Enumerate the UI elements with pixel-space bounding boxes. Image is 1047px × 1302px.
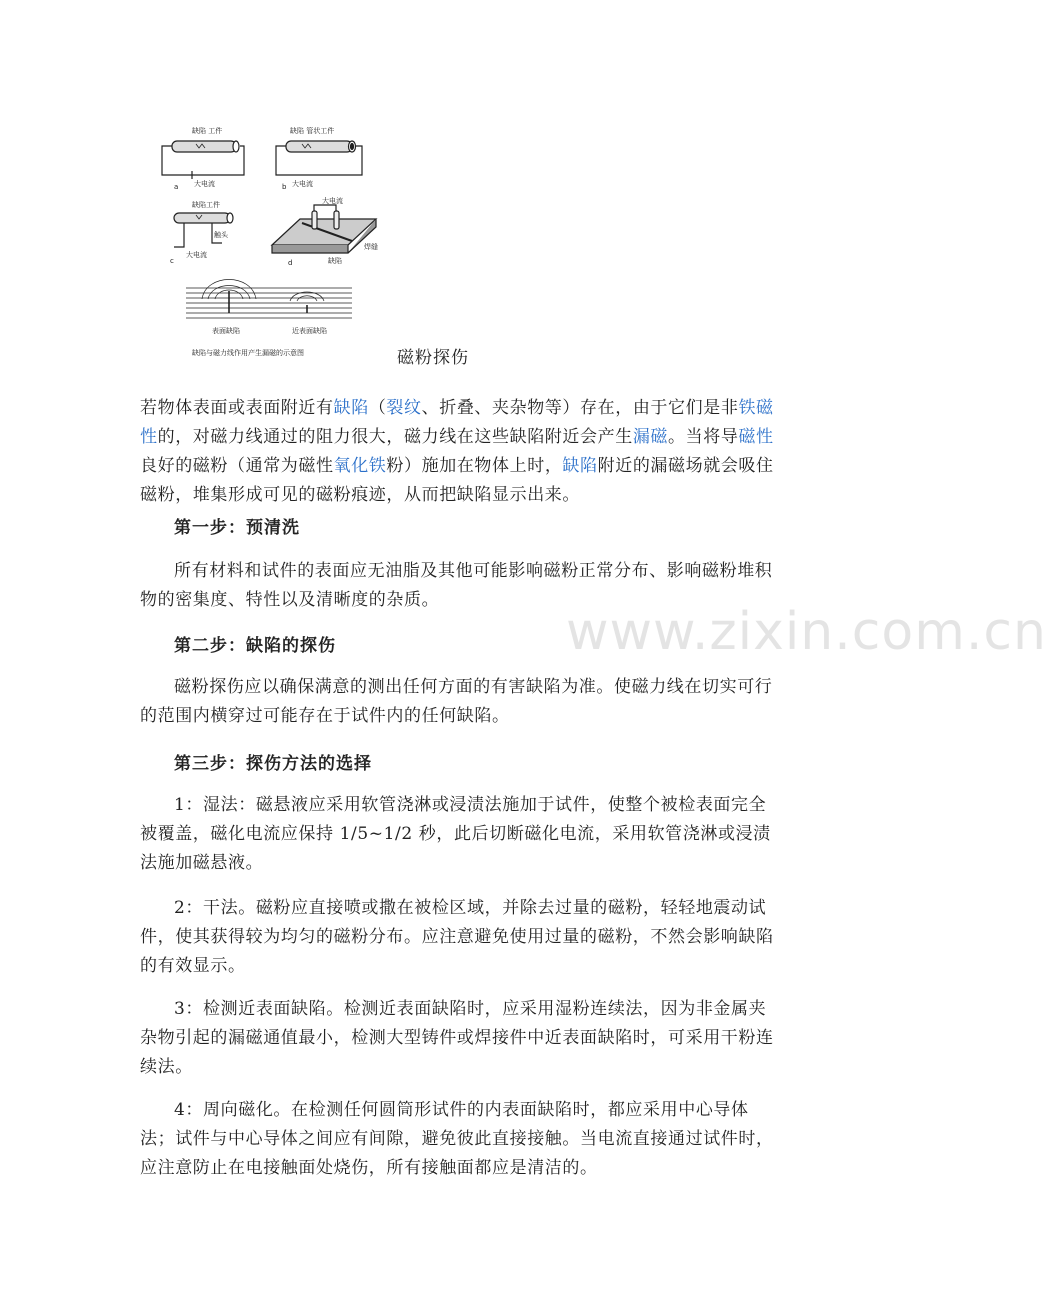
- intro-text-8: 附近的漏磁场就会吸住磁粉，堆集形成可见的磁粉痕迹，从而把缺陷显示出来。: [140, 456, 774, 505]
- step3-item-3: 3：检测近表面缺陷。检测近表面缺陷时，应采用湿粉连续法，因为非金属夹杂物引起的漏磁通值最小，检测大型铸件或焊接件中近表面缺陷时，可采用干粉连续法。: [140, 999, 774, 1077]
- intro-text-5: 。当将导: [668, 427, 739, 447]
- label-b-defect-workpiece: 缺陷 管状工件: [290, 127, 335, 135]
- diagram-c: [170, 200, 233, 265]
- intro-text-1: 若物体表面或表面附近有: [140, 398, 334, 418]
- step3-item-2: 2：干法。磁粉应直接喷或撒在被检区域，并除去过量的磁粉，轻轻地震动试件，使其获得较为均匀的磁粉分布。应注意避免使用过量的磁粉，不然会影响缺陷的有效显示。: [140, 898, 774, 976]
- link-iron-oxide[interactable]: 氧化铁: [333, 456, 387, 476]
- intro-text-6: 良好的磁粉（通常为磁性: [140, 456, 334, 476]
- label-c-current: 大电流: [186, 251, 207, 259]
- watermark: www.zixin.com.cn: [566, 602, 1047, 662]
- intro-text-4: 的，对磁力线通过的阻力很大，磁力线在这些缺陷附近会产生: [157, 427, 633, 447]
- figure-caption: 磁粉探伤: [397, 348, 469, 368]
- step2-heading: 第二步：缺陷的探伤: [174, 636, 336, 656]
- label-d: d: [288, 259, 293, 267]
- step1-heading: 第一步：预清洗: [174, 518, 300, 538]
- label-b-current: 大电流: [292, 180, 313, 188]
- diagram-d: [272, 196, 378, 267]
- diagram-a: [162, 126, 244, 191]
- magnetic-flux-leakage-diagram: [152, 123, 384, 363]
- link-ferromagnetic[interactable]: 铁磁性: [140, 398, 774, 447]
- link-defect[interactable]: 缺陷: [333, 398, 369, 418]
- link-flux-leakage[interactable]: 漏磁: [632, 427, 669, 447]
- label-c-contact: 触头: [214, 231, 228, 239]
- step3-item-1: 1：湿法：磁悬液应采用软管浇淋或浸渍法施加于试件，使整个被检表面完全被覆盖，磁化电流应保持 1/5~1/2 秒，此后切断磁化电流，采用软管浇淋或浸渍法施加磁悬液。: [140, 795, 771, 873]
- step3-heading: 第三步：探伤方法的选择: [174, 754, 372, 774]
- intro-text-2: （: [368, 398, 387, 418]
- label-d-current: 大电流: [322, 197, 343, 205]
- label-d-weld: 焊缝: [364, 243, 378, 251]
- step1-text: 所有材料和试件的表面应无油脂及其他可能影响磁粉正常分布、影响磁粉堆积物的密集度、特性以及清晰度的杂质。: [140, 561, 773, 610]
- link-defect-2[interactable]: 缺陷: [562, 456, 598, 476]
- label-a: a: [174, 183, 179, 191]
- label-surface-defect: 表面缺陷: [212, 327, 240, 335]
- diagram-b: [276, 126, 362, 191]
- intro-text-3: 、折叠、夹杂物等）存在，由于它们是非: [421, 398, 739, 418]
- label-c: c: [170, 257, 174, 265]
- label-a-current: 大电流: [194, 180, 215, 188]
- label-b: b: [282, 183, 287, 191]
- label-c-defect-workpiece: 缺陷工件: [192, 201, 220, 209]
- step2-text: 磁粉探伤应以确保满意的测出任何方面的有害缺陷为准。使磁力线在切实可行的范围内横穿过可能存在于试件内的任何缺陷。: [140, 677, 773, 726]
- link-crack[interactable]: 裂纹: [386, 398, 422, 418]
- figure-title: 缺陷与磁力线作用产生漏磁的示意图: [192, 349, 304, 357]
- label-a-defect-workpiece: 缺陷 工件: [192, 127, 223, 135]
- intro-paragraph: [140, 394, 780, 510]
- label-near-surface-defect: 近表面缺陷: [292, 327, 327, 335]
- label-d-defect: 缺陷: [328, 257, 342, 265]
- link-magnetism[interactable]: 磁性: [738, 427, 774, 447]
- flux-leakage-illustration: [186, 280, 352, 358]
- step3-item-4: 4：周向磁化。在检测任何圆筒形试件的内表面缺陷时，都应采用中心导体法；试件与中心导体之间应有间隙，避免彼此直接接触。当电流直接通过试件时，应注意防止在电接触面处烧伤，所有接触面都应是清洁的。: [140, 1100, 774, 1178]
- intro-text-7: 粉）施加在物体上时，: [386, 456, 563, 476]
